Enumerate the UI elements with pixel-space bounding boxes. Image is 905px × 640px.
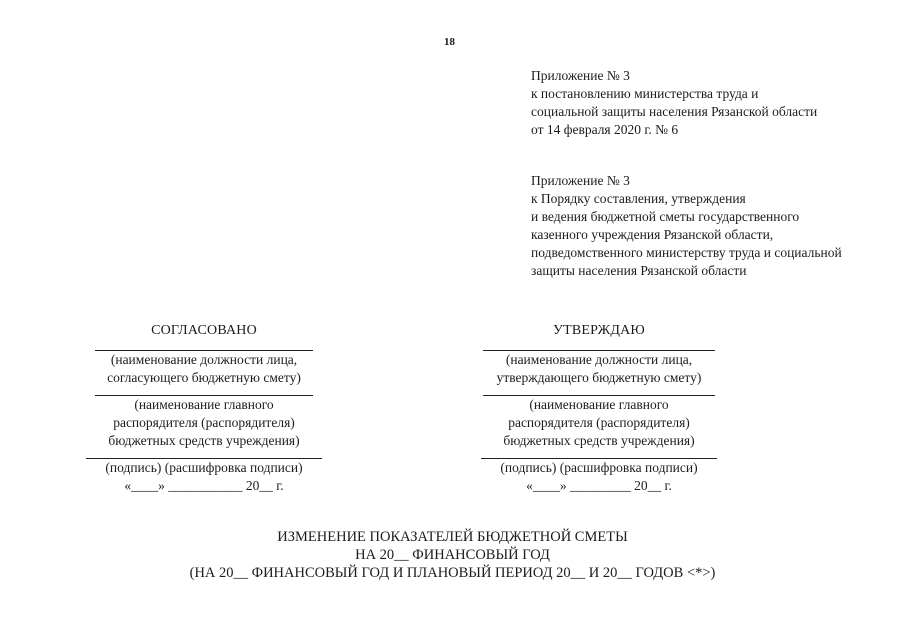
title-line: (НА 20__ ФИНАНСОВЫЙ ГОД И ПЛАНОВЫЙ ПЕРИОД 20__ И 20__ ГОДОВ <*>) (189, 565, 716, 581)
manager-caption: распорядителя (распорядителя) (508, 415, 690, 430)
official-caption: (наименование должности лица, (505, 352, 693, 367)
approved-block (474, 322, 724, 495)
signature-caption: (подпись) (расшифровка подписи) (105, 460, 303, 475)
appendix-line: и ведения бюджетной сметы государственного (531, 209, 800, 224)
appendix-line: Приложение № 3 (531, 173, 630, 188)
agreed-block (84, 322, 324, 495)
official-caption: согласующего бюджетную смету) (107, 370, 301, 385)
appendix-line: подведомственного министерству труда и социальной (531, 245, 842, 260)
manager-caption: (наименование главного (529, 397, 669, 412)
manager-caption: (наименование главного (134, 397, 274, 412)
appendix-line: Приложение № 3 (531, 68, 630, 83)
appendix-to-procedure (531, 172, 842, 280)
title-line: ИЗМЕНЕНИЕ ПОКАЗАТЕЛЕЙ БЮДЖЕТНОЙ СМЕТЫ (277, 529, 628, 545)
appendix-line: защиты населения Рязанской области (531, 263, 747, 278)
appendix-line: казенного учреждения Рязанской области, (531, 227, 774, 242)
appendix-line: к Порядку составления, утверждения (531, 191, 746, 206)
manager-caption: бюджетных средств учреждения) (108, 433, 300, 448)
appendix-to-resolution (531, 67, 817, 139)
manager-caption: распорядителя (распорядителя) (113, 415, 295, 430)
agreed-heading: СОГЛАСОВАНО (151, 323, 257, 338)
date-line: «____» ___________ 20__ г. (124, 478, 284, 493)
manager-caption: бюджетных средств учреждения) (503, 433, 695, 448)
official-caption: (наименование должности лица, (110, 352, 298, 367)
signature-caption: (подпись) (расшифровка подписи) (500, 460, 698, 475)
approved-heading: УТВЕРЖДАЮ (552, 323, 646, 338)
appendix-line: социальной защиты населения Рязанской области (531, 104, 818, 119)
document-title (100, 528, 805, 582)
title-line: НА 20__ ФИНАНСОВЫЙ ГОД (355, 547, 550, 563)
appendix-line: от 14 февраля 2020 г. № 6 (531, 122, 679, 137)
date-line: «____» _________ 20__ г. (526, 478, 672, 493)
page-number: 18 (444, 36, 455, 48)
appendix-line: к постановлению министерства труда и (531, 86, 759, 101)
official-caption: утверждающего бюджетную смету) (496, 370, 702, 385)
